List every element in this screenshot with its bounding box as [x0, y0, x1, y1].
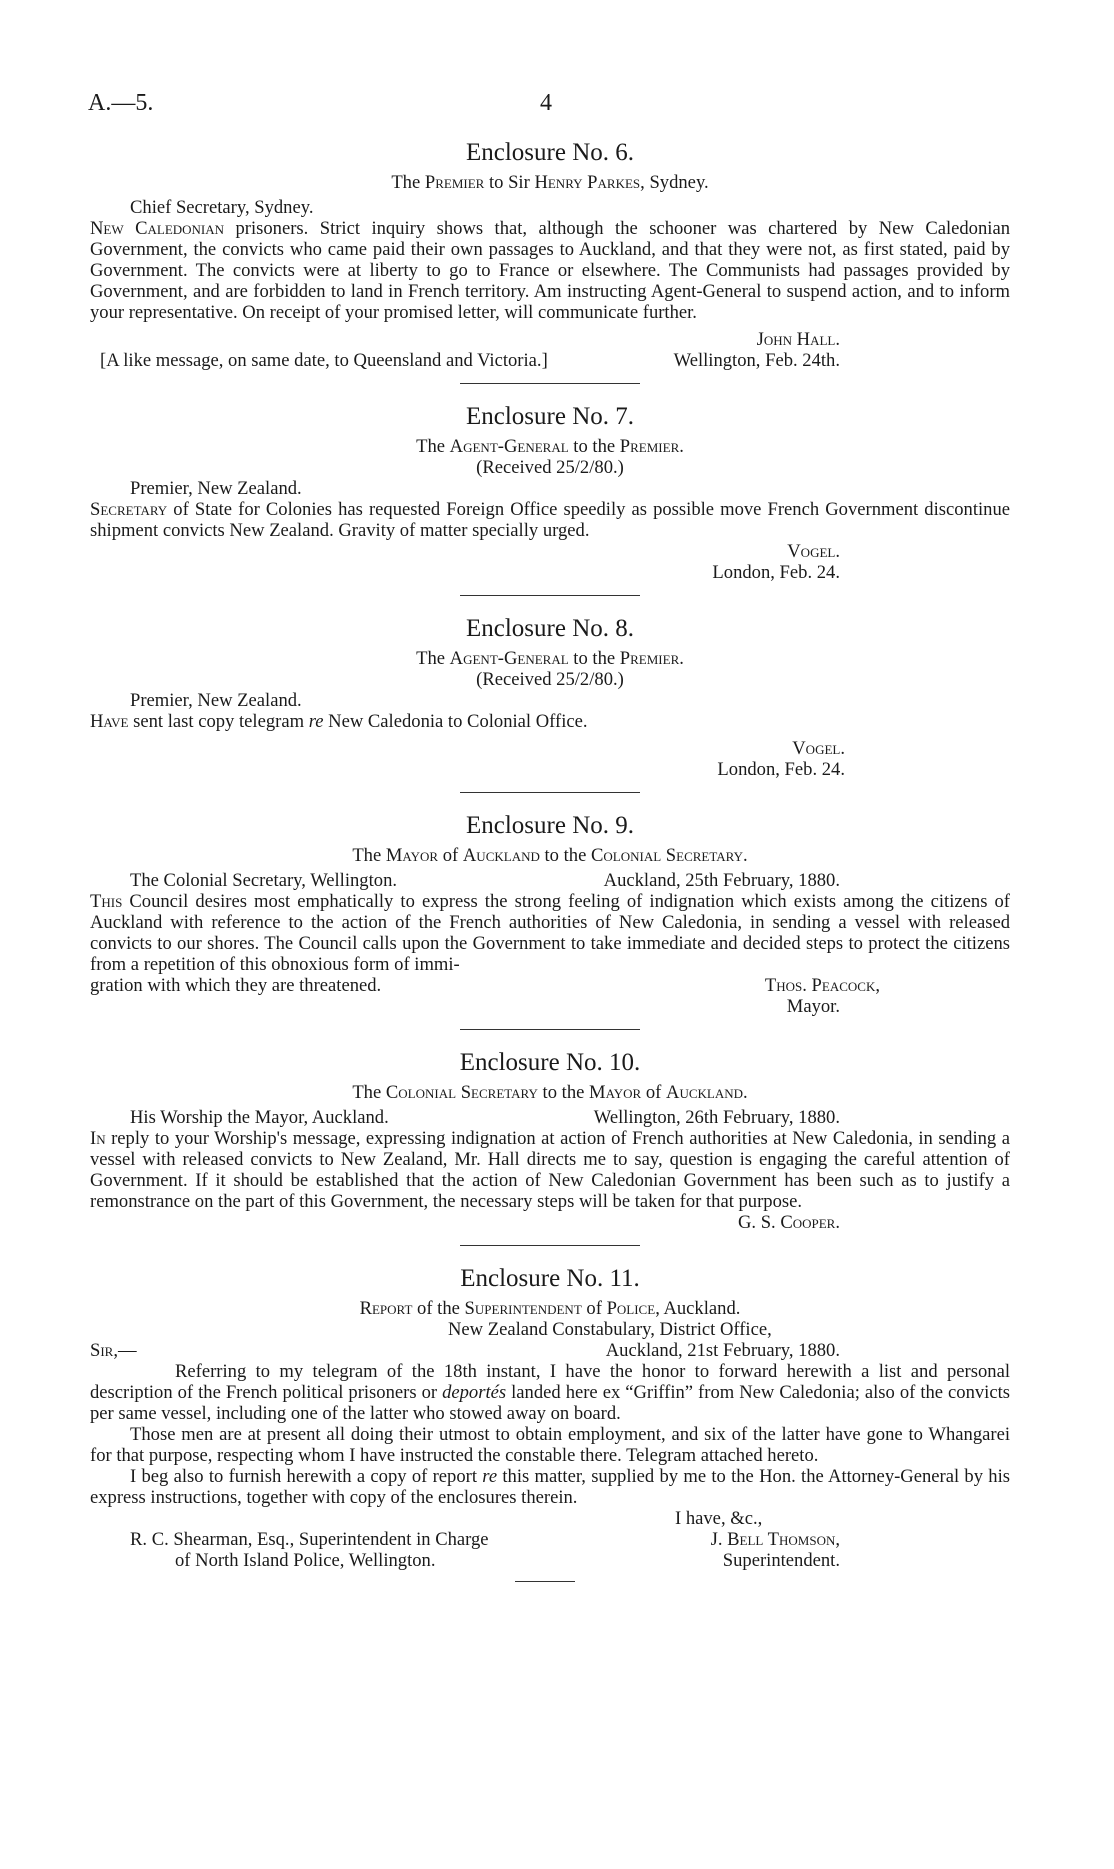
enclosure-10-message: In reply to your Worship's message, expressing indignation at action of French authorities at New Caledonia, in sending a vessel with released convicts to New Zealand, Mr. Hall directs me to say, question is engaging the careful attention of Government. If it should be established that the action of New Caledonian Government has been such as to justify a remonstrance on the part of this Government, the necessary steps will be taken for that purpose.	[90, 1128, 1010, 1212]
enclosure-11-paragraph-3: I beg also to furnish herewith a copy of report re this matter, supplied by me to the Hon. the Attorney-General by his express instructions, together with copy of the enclosures therein.	[90, 1466, 1010, 1508]
enclosure-9-signer: Thos. Peacock,	[764, 975, 880, 996]
enclosure-9-subtitle: The Mayor of Auckland to the Colonial Secretary.	[352, 845, 748, 866]
section-divider	[460, 595, 640, 596]
enclosure-6-place-date: Wellington, Feb. 24th.	[673, 350, 840, 371]
paper-reference: A.—5.	[88, 90, 154, 116]
section-divider	[460, 792, 640, 793]
enclosure-11-paragraph-2: Those men are at present all doing their utmost to obtain employment, and six of the latter have gone to Whangarei for that purpose, respecting whom I have instructed the constable there. Telegram attached hereto.	[90, 1424, 1010, 1466]
enclosure-7-place-date: London, Feb. 24.	[712, 562, 840, 583]
enclosure-7-received: (Received 25/2/80.)	[476, 457, 624, 478]
enclosure-8-signer: Vogel.	[792, 738, 845, 759]
section-divider	[460, 1245, 640, 1246]
document-body	[90, 138, 1010, 1582]
enclosure-7-signer: Vogel.	[787, 541, 840, 562]
page-number: 4	[540, 90, 552, 116]
enclosure-10-subtitle: The Colonial Secretary to the Mayor of Auckland.	[352, 1082, 748, 1103]
enclosure-8	[90, 614, 1010, 793]
enclosure-8-message: Have sent last copy telegram re New Caledonia to Colonial Office.	[90, 711, 588, 732]
enclosure-11-recipient-line-1: R. C. Shearman, Esq., Superintendent in Charge	[130, 1529, 489, 1550]
enclosure-11-recipient-line-2: of North Island Police, Wellington.	[175, 1550, 436, 1571]
enclosure-11-salutation: Sir,—	[90, 1340, 137, 1361]
enclosure-10-signer: G. S. Cooper.	[737, 1212, 840, 1233]
enclosure-11-office: New Zealand Constabulary, District Office,	[448, 1319, 772, 1340]
enclosure-6-message: New Caledonian prisoners. Strict inquiry shows that, although the schooner was chartered by New Caledonian Government, the convicts who came paid their own passages to Auckland, and that they were not, as first stated, paid by Government. The convicts were at liberty to go to France or elsewhere. The Communists had passages provided by Government, and are forbidden to land in French territory. Am instructing Agent-General to suspend action, and to inform your representative. On receipt of your promised letter, will communicate further.	[90, 218, 1010, 323]
enclosure-8-received: (Received 25/2/80.)	[476, 669, 624, 690]
enclosure-11	[90, 1264, 1010, 1582]
enclosure-10	[90, 1048, 1010, 1246]
enclosure-11-subtitle: Report of the Superintendent of Police, Auckland.	[359, 1298, 741, 1319]
enclosure-11-closing: I have, &c.,	[675, 1508, 763, 1529]
enclosure-7-title: Enclosure No. 7.	[465, 403, 635, 430]
enclosure-6-addressee: Chief Secretary, Sydney.	[130, 197, 314, 218]
enclosure-11-signer: J. Bell Thomson,	[710, 1529, 840, 1550]
enclosure-6-subtitle: The Premier to Sir Henry Parkes, Sydney.	[391, 172, 709, 193]
enclosure-9-title: Enclosure No. 9.	[465, 812, 635, 839]
enclosure-7-subtitle: The Agent-General to the Premier.	[416, 436, 684, 457]
section-divider	[460, 1029, 640, 1030]
enclosure-6-signer: John Hall.	[756, 329, 840, 350]
enclosure-11-title: Enclosure No. 11.	[460, 1265, 640, 1292]
enclosure-6	[90, 138, 1010, 384]
enclosure-7-addressee: Premier, New Zealand.	[130, 478, 302, 499]
enclosure-9-message: This Council desires most emphatically to express the strong feeling of indignation which exists among the citizens of Auckland with reference to the action of the French authorities of New Caledonia, in sending a vessel with released convicts to our shores. The Council calls upon the Government to take immediate and decided steps to protect the citizens from a repetition of this obnoxious form of immi-	[90, 891, 1010, 975]
enclosure-10-date: Wellington, 26th February, 1880.	[593, 1107, 840, 1128]
enclosure-8-place-date: London, Feb. 24.	[717, 759, 845, 780]
enclosure-7	[90, 402, 1010, 596]
enclosure-8-subtitle: The Agent-General to the Premier.	[416, 648, 684, 669]
enclosure-10-addressee: His Worship the Mayor, Auckland.	[130, 1107, 389, 1128]
enclosure-9-message-end: gration with which they are threatened.	[90, 975, 382, 996]
enclosure-8-addressee: Premier, New Zealand.	[130, 690, 302, 711]
enclosure-9	[90, 811, 1010, 1030]
enclosure-9-signer-title: Mayor.	[786, 996, 840, 1017]
enclosure-6-note: [A like message, on same date, to Queensland and Victoria.]	[100, 350, 548, 371]
enclosure-11-date: Auckland, 21st February, 1880.	[605, 1340, 840, 1361]
enclosure-6-title: Enclosure No. 6.	[465, 139, 635, 166]
enclosure-11-signer-title: Superintendent.	[722, 1550, 840, 1571]
end-divider	[515, 1581, 575, 1582]
section-divider	[460, 383, 640, 384]
enclosure-11-paragraph-1: Referring to my telegram of the 18th instant, I have the honor to forward herewith a list and personal description of the French political prisoners or deportés landed here ex “Griffin” from New Caledonia; also of the convicts per same vessel, including one of the latter who stowed away on board.	[90, 1361, 1011, 1424]
enclosure-10-title: Enclosure No. 10.	[459, 1049, 641, 1076]
enclosure-8-title: Enclosure No. 8.	[465, 615, 635, 642]
enclosure-9-date: Auckland, 25th February, 1880.	[603, 870, 840, 891]
enclosure-9-addressee: The Colonial Secretary, Wellington.	[130, 870, 398, 891]
enclosure-7-message: Secretary of State for Colonies has requested Foreign Office speedily as possible move French Government discontinue shipment convicts New Zealand. Gravity of matter specially urged.	[90, 499, 1010, 541]
